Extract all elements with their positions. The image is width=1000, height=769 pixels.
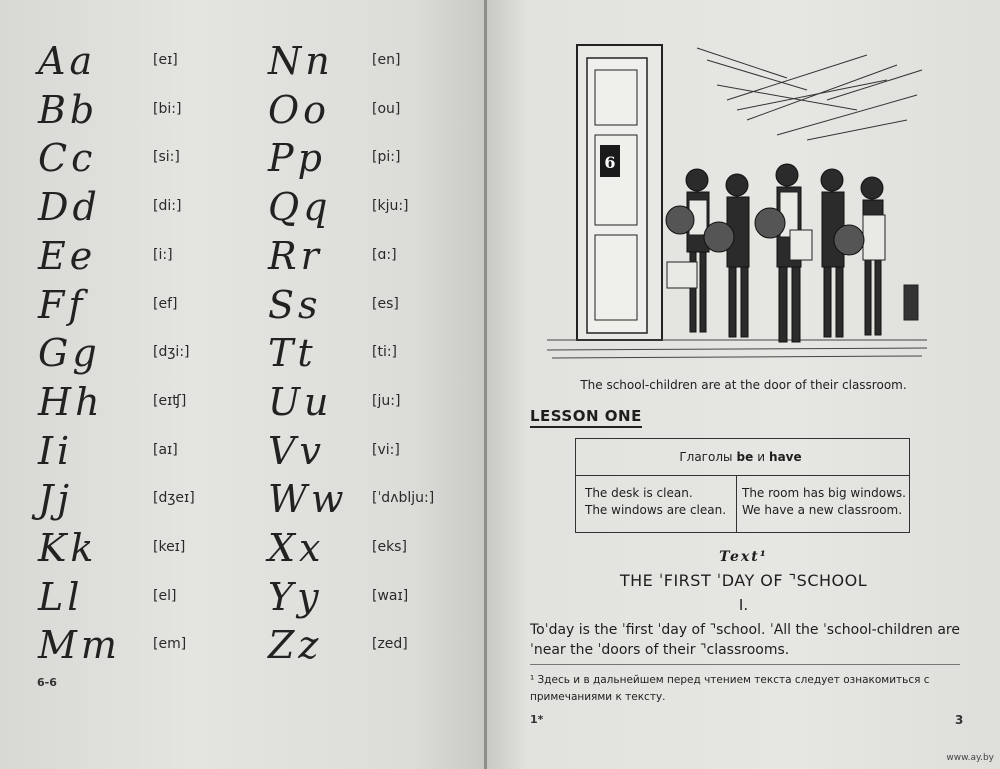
cursive-letter-pair: Ii: [38, 428, 74, 473]
lesson-title: LESSON ONE: [530, 407, 642, 428]
cursive-letter-pair: Ww: [268, 477, 348, 522]
cursive-letter-pair: Nn: [268, 39, 334, 83]
phonetic-transcription: [ef]: [153, 295, 178, 312]
cursive-letter-pair: Yy: [268, 574, 323, 619]
grammar-be-examples: [585, 485, 726, 519]
page-number: 3: [955, 713, 964, 727]
alphabet-row: [268, 476, 468, 526]
text-title: THE ˈFIRST ˈDAY OF ⌝SCHOOL: [619, 571, 868, 590]
alphabet-row: [38, 379, 238, 429]
phonetic-transcription: [ˈdʌblju:]: [372, 490, 435, 507]
cursive-letter-pair: Xx: [268, 526, 325, 570]
phonetic-transcription: [bi:]: [153, 100, 182, 117]
alphabet-row: [38, 622, 238, 672]
cursive-letter-pair: Ss: [268, 282, 322, 327]
alphabet-row: [38, 574, 238, 624]
phonetic-transcription: [vi:]: [372, 441, 400, 458]
phonetic-transcription: [eɪ]: [153, 52, 178, 68]
cursive-letter-pair: Tt: [268, 331, 317, 376]
alphabet-row: [38, 233, 238, 283]
alphabet-row: [268, 233, 468, 283]
alphabet-row: [268, 184, 468, 234]
cursive-letter-pair: Zz: [268, 623, 323, 668]
cursive-letter-pair: Mm: [38, 623, 121, 668]
phonetic-transcription: [es]: [372, 295, 399, 312]
cursive-letter-pair: Ff: [38, 282, 87, 327]
alphabet-row: [38, 184, 238, 234]
alphabet-row: [268, 38, 468, 88]
grammar-box-divider: [736, 476, 737, 532]
cursive-letter-pair: Ee: [38, 233, 97, 278]
phonetic-transcription: [el]: [153, 587, 177, 604]
phonetic-transcription: [i:]: [153, 246, 173, 263]
cursive-letter-pair: Kk: [38, 526, 98, 570]
alphabet-row: [268, 135, 468, 185]
alphabet-row: [38, 87, 238, 137]
phonetic-transcription: [ju:]: [372, 392, 401, 409]
be-example-1: The desk is clean.: [585, 486, 693, 500]
grammar-box: [575, 438, 910, 533]
cursive-letter-pair: Oo: [268, 87, 331, 132]
phonetic-transcription: [kju:]: [372, 198, 409, 215]
phonetic-transcription: [eɪʧ]: [153, 392, 187, 409]
alphabet-row: [268, 525, 468, 575]
cursive-letter-pair: Gg: [38, 331, 101, 376]
cursive-letter-pair: Hh: [38, 379, 104, 424]
alphabet-row: [268, 574, 468, 624]
classroom-door-illustration: [547, 40, 927, 365]
phonetic-transcription: [dʒi:]: [153, 344, 190, 361]
cursive-letter-pair: Cc: [38, 136, 97, 181]
alphabet-row: [38, 476, 238, 526]
watermark: www.ay.by: [946, 753, 994, 763]
phonetic-transcription: [zed]: [372, 636, 408, 653]
phonetic-transcription: [ti:]: [372, 344, 398, 361]
signature-mark: 1*: [530, 713, 544, 726]
alphabet-row: [38, 525, 238, 575]
have-example-2: We have a new classroom.: [742, 503, 903, 517]
grammar-verb-have: have: [769, 450, 802, 464]
alphabet-row: [268, 428, 468, 478]
alphabet-row: [268, 330, 468, 380]
alphabet-row: [268, 282, 468, 332]
phonetic-transcription: [keɪ]: [153, 539, 186, 555]
have-example-1: The room has big windows.: [742, 486, 906, 500]
alphabet-row: [38, 428, 238, 478]
cursive-letter-pair: Pp: [268, 136, 326, 181]
phonetic-transcription: [pi:]: [372, 149, 401, 166]
cursive-letter-pair: Jj: [38, 477, 74, 522]
phonetic-transcription: [si:]: [153, 149, 180, 166]
grammar-box-header: [576, 439, 909, 476]
illustration-caption: The school-children are at the door of their classroom.: [580, 378, 907, 392]
alphabet-row: [38, 330, 238, 380]
phonetic-transcription: [en]: [372, 52, 401, 68]
lesson-page: [487, 0, 1000, 769]
alphabet-page: [0, 0, 484, 769]
phonetic-transcription: [di:]: [153, 198, 182, 215]
phonetic-transcription: [dʒeɪ]: [153, 490, 195, 507]
cursive-letter-pair: Rr: [268, 233, 323, 278]
phonetic-transcription: [waɪ]: [372, 587, 409, 604]
cursive-letter-pair: Bb: [38, 87, 99, 132]
footnote-rule: [530, 664, 960, 665]
cursive-letter-pair: Ll: [38, 574, 84, 619]
alphabet-row: [38, 135, 238, 185]
alphabet-row: [268, 622, 468, 672]
footnote: ¹ Здесь и в дальнейшем перед чтением текста следует ознакомиться с примечаниями к тексту.: [530, 674, 930, 703]
alphabet-row: [268, 87, 468, 137]
cursive-letter-pair: Aa: [38, 39, 97, 83]
cursive-letter-pair: Dd: [38, 185, 101, 230]
left-page-mark: 6-6: [37, 676, 57, 689]
section-number: I.: [738, 596, 749, 614]
phonetic-transcription: [eks]: [372, 539, 407, 555]
alphabet-row: [268, 379, 468, 429]
phonetic-transcription: [aɪ]: [153, 441, 178, 458]
be-example-2: The windows are clean.: [585, 503, 727, 517]
grammar-header-mid: и: [757, 450, 766, 464]
alphabet-row: [38, 38, 238, 88]
phonetic-transcription: [em]: [153, 636, 187, 653]
grammar-have-examples: [742, 485, 906, 519]
alphabet-row: [38, 282, 238, 332]
cursive-letter-pair: Qq: [268, 185, 332, 230]
phonetic-transcription: [ɑ:]: [372, 246, 397, 263]
cursive-letter-pair: Uu: [268, 379, 333, 424]
text-paragraph: Toˈday is the ˈfirst ˈday of ⌝school. ˈAll the ˈschool-children are ˈnear the ˈdoors of their ⌝classrooms.: [530, 622, 960, 658]
phonetic-transcription: [ou]: [372, 100, 401, 117]
text-heading: Text¹: [719, 549, 768, 565]
cursive-letter-pair: Vv: [268, 428, 325, 473]
grammar-header-pre: Глаголы: [679, 450, 733, 464]
grammar-verb-be: be: [736, 450, 754, 464]
door-number: 6: [604, 153, 616, 172]
